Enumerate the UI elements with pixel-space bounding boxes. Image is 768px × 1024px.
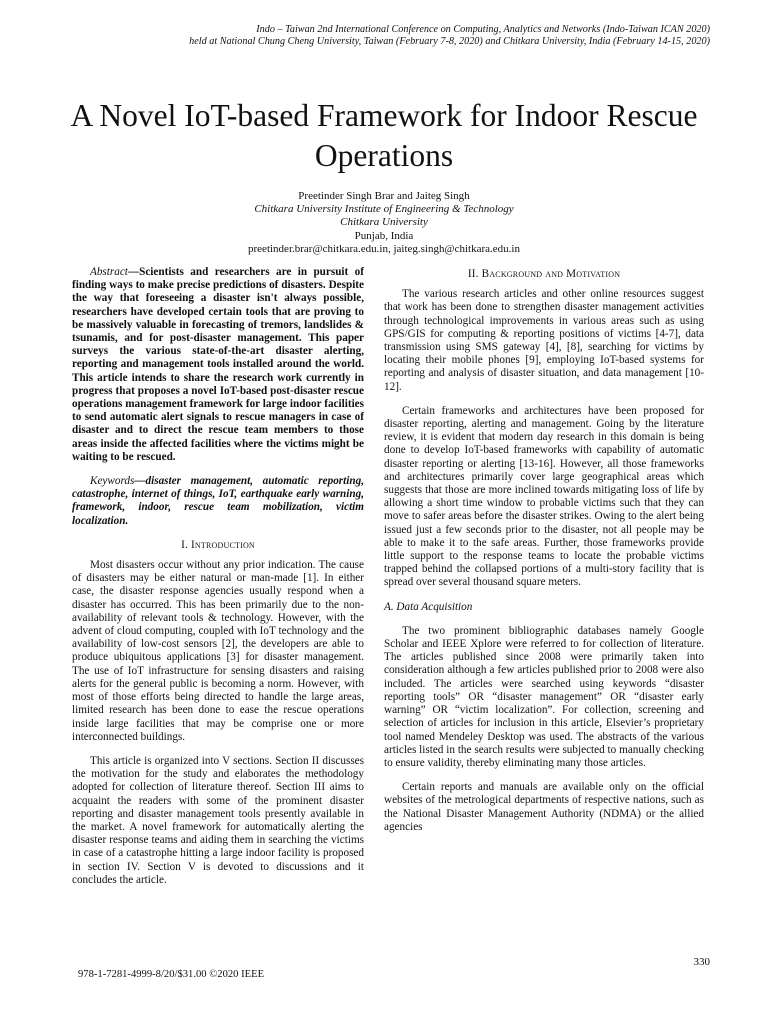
section-2-paragraph-4: Certain reports and manuals are available only on the official websites of the metrological departments of respective nations, such as the National Disaster Management Authority (NDMA) or the allied agencies [384, 781, 704, 833]
author-names: Preetinder Singh Brar and Jaiteg Singh [298, 190, 470, 202]
page-number: 330 [693, 956, 710, 968]
author-block [60, 190, 708, 256]
left-column [72, 266, 364, 898]
subsection-data-acquisition-heading: A. Data Acquisition [384, 600, 473, 613]
conference-header-line2: held at National Chung Cheng University, Taiwan (February 7-8, 2020) and Chitkara University, India (February 14-15, 2020) [189, 36, 710, 47]
abstract-lead: Abstract [90, 266, 128, 278]
abstract [72, 266, 364, 464]
author-emails: preetinder.brar@chitkara.edu.in, jaiteg.singh@chitkara.edu.in [248, 242, 520, 255]
section-2-paragraph-3: The two prominent bibliographic databases namely Google Scholar and IEEE Xplore were referred to for collection of literature. The articles published since 2008 were primarily taken into consideration although a few articles published prior to 2008 were also included. The articles were searched using keywords “disaster reporting tools” OR “disaster management” OR “disaster early warning” OR “victim localization”. For collection, screening and selection of articles for inclusion in this article, Elsevier’s proprietary tool named Mendeley Desktop was used. The abstracts of the various articles listed in the search results were subjected to manually checking to ensure validity, thereby eliminating many those articles. [384, 624, 704, 769]
keywords [72, 475, 364, 528]
paper-title: A Novel IoT-based Framework for Indoor Rescue Operations [70, 98, 698, 173]
section-2-paragraph-2: Certain frameworks and architectures have been proposed for disaster reporting, alerting and management. Going by the literature review, it is evident that modern day research in this domain is being done to develop IoT-based frameworks with capability of automatic disaster reporting or alerting [13-16]. However, all those frameworks and architectures primarily cover large geographical areas which suggests that those are more inclined towards mitigating loss of life by allowing a short time window to probable victims such that they can move to safer areas before the disaster strikes. Owing to the alert being issued just a few seconds prior to the disaster, not all people may be able to make it to the safe areas. Further, those frameworks provide little support to the response teams to locate the probable victims trapped behind the collapsed portions of a multi-story facility that is spread over several thousand square meters. [384, 404, 704, 589]
conference-header [50, 24, 710, 48]
copyright-footer: 978-1-7281-4999-8/20/$31.00 ©2020 IEEE [78, 969, 265, 980]
keywords-text: —disaster management, automatic reporting, catastrophe, internet of things, IoT, earthquake early warning, framework, indoor, rescue team mobilization, victim localization. [72, 475, 364, 527]
section-1-paragraph-1: Most disasters occur without any prior indication. The cause of disasters may be either natural or man-made [1]. In either case, the disaster response agencies usually respond when a disaster has occurred. This has been primarily due to the non-availability of relevant tools & technology. However, with the advent of cloud computing, coupled with IoT technology and the availability of low-cost sensors [2], the developers are able to produce ubiquitous applications [3] for disaster management. The use of IoT infrastructure for sensing disasters and raising alerts for the general public is becoming a norm. However, with most of those efforts being directed to handle the large areas, limited research has been done to ease the rescue operations inside large facilities that may be comprise one or more interconnected buildings. [72, 559, 364, 743]
author-location: Punjab, India [354, 229, 414, 242]
keywords-lead: Keywords [90, 475, 135, 488]
author-affiliation-2: Chitkara University [340, 216, 428, 229]
section-2-paragraph-1: The various research articles and other online resources suggest that work has been done to strengthen disaster management activities through technological improvements in various areas such as using GPS/GIS for computing & reporting positions of victims [4-7], data transmission using SMS gateway [4], [8], searching for victims by locating their mobile phones [9], employing IoT-based systems for reporting and analysis of disaster situation, and data management [10-12]. [384, 288, 704, 393]
conference-header-line1: Indo – Taiwan 2nd International Conference on Computing, Analytics and Networks (Indo-Taiwan ICAN 2020) [256, 24, 710, 35]
section-2-heading: II. Background and Motivation [467, 268, 621, 280]
abstract-text: —Scientists and researchers are in pursuit of finding ways to make precise predictions of disasters. Despite the way that foreseeing a disaster isn't always possible, researchers have developed certain tools that are proving to be massively valuable in forecasting of tremors, landslides & tsunamis, and for post-disaster management. This paper surveys the various state-of-the-art disaster alerting, reporting and management tools installed around the world. This article intends to share the research work currently in progress that proposes a novel IoT-based post-disaster rescue operations management framework for large indoor facilities to send automatic alert signals to rescue managers in case of disaster and to direct the rescue team members to those areas inside the affected facilities where the victims might be waiting to be rescued. [72, 266, 364, 463]
section-1-paragraph-2: This article is organized into V sections. Section II discusses the motivation for the study and elaborates the methodology adopted for collection of literature thereof. Section III aims to acquaint the readers with some of the prominent disaster reporting and disaster management tools presently available in the market. A novel framework for automatically alerting the disaster response teams and aiding them in searching the victims in case of a catastrophe hitting a large indoor facility is proposed in section IV. Section V is devoted to discussions and it concludes the article. [72, 754, 364, 886]
section-1-heading: I. Introduction [181, 538, 255, 551]
right-column [384, 268, 704, 845]
author-affiliation-1: Chitkara University Institute of Engineering & Technology [254, 203, 514, 216]
